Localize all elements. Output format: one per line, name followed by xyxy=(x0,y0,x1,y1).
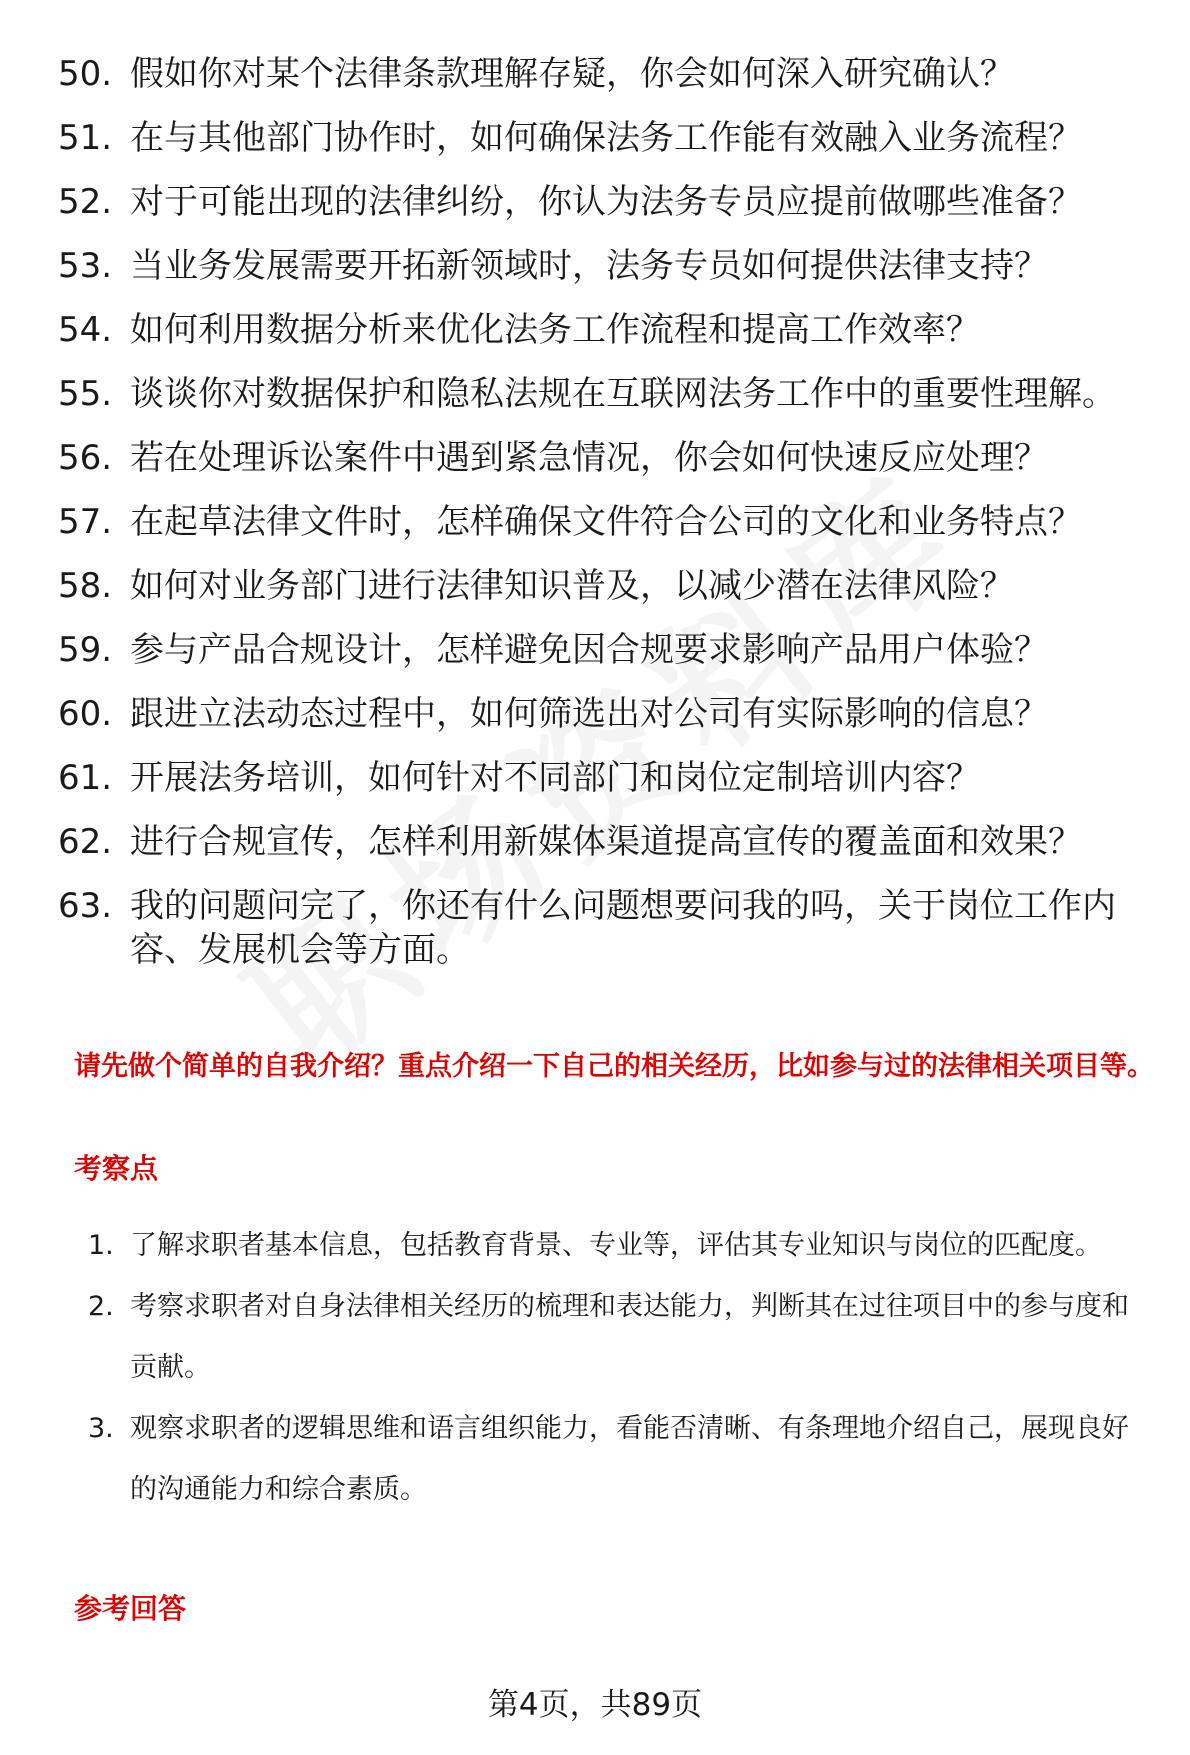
point-text: 了解求职者基本信息，包括教育背景、专业等，评估其专业知识与岗位的匹配度。 xyxy=(130,1230,1102,1261)
question-number: 55. xyxy=(58,374,113,414)
question-text: 若在处理诉讼案件中遇到紧急情况，你会如何快速反应处理？ xyxy=(130,438,1048,478)
point-number: 1. xyxy=(88,1230,114,1261)
question-text: 进行合规宣传，怎样利用新媒体渠道提高宣传的覆盖面和效果？ xyxy=(130,822,1082,862)
question-text: 参与产品合规设计，怎样避免因合规要求影响产品用户体验？ xyxy=(130,630,1048,670)
question-item xyxy=(58,244,1148,288)
question-item xyxy=(58,372,1148,416)
question-text: 如何利用数据分析来优化法务工作流程和提高工作效率？ xyxy=(130,310,980,350)
list-item xyxy=(88,1398,1148,1520)
question-item xyxy=(58,884,1148,972)
question-number: 62. xyxy=(58,822,113,862)
question-number: 54. xyxy=(58,310,113,350)
question-item xyxy=(58,628,1148,672)
question-number: 53. xyxy=(58,246,113,286)
question-number: 50. xyxy=(58,54,113,94)
question-text: 谈谈你对数据保护和隐私法规在互联网法务工作中的重要性理解。 xyxy=(130,374,1116,414)
assessment-points xyxy=(88,1215,1148,1520)
question-item xyxy=(58,500,1148,544)
question-number: 59. xyxy=(58,630,113,670)
question-item xyxy=(58,116,1148,160)
question-item xyxy=(58,820,1148,864)
list-item xyxy=(88,1276,1148,1398)
question-text: 如何对业务部门进行法律知识普及，以减少潜在法律风险？ xyxy=(130,566,1014,606)
question-item xyxy=(58,692,1148,736)
assessment-heading: 考察点 xyxy=(74,1152,159,1185)
main-question: 请先做个简单的自我介绍？重点介绍一下自己的相关经历，比如参与过的法律相关项目等。 xyxy=(74,1051,1154,1082)
point-text: 考察求职者对自身法律相关经历的梳理和表达能力，判断其在过往项目中的参与度和贡献。 xyxy=(130,1291,1129,1383)
question-text: 对于可能出现的法律纠纷，你认为法务专员应提前做哪些准备？ xyxy=(130,182,1082,222)
question-text: 跟进立法动态过程中，如何筛选出对公司有实际影响的信息？ xyxy=(130,694,1048,734)
question-text: 假如你对某个法律条款理解存疑，你会如何深入研究确认？ xyxy=(130,54,1014,94)
question-item xyxy=(58,308,1148,352)
question-list xyxy=(58,52,1148,992)
page-footer: 第4页，共89页 xyxy=(487,1687,703,1723)
question-number: 56. xyxy=(58,438,113,478)
question-text: 当业务发展需要开拓新领域时，法务专员如何提供法律支持？ xyxy=(130,246,1048,286)
question-item xyxy=(58,52,1148,96)
question-number: 61. xyxy=(58,758,113,798)
question-number: 51. xyxy=(58,118,113,158)
question-number: 63. xyxy=(58,886,113,926)
question-text: 在与其他部门协作时，如何确保法务工作能有效融入业务流程？ xyxy=(130,118,1082,158)
list-item xyxy=(88,1215,1148,1276)
question-number: 52. xyxy=(58,182,113,222)
point-number: 2. xyxy=(88,1291,114,1322)
point-text: 观察求职者的逻辑思维和语言组织能力，看能否清晰、有条理地介绍自己，展现良好的沟通能力和综合素质。 xyxy=(130,1413,1129,1505)
question-item xyxy=(58,436,1148,480)
question-item xyxy=(58,756,1148,800)
question-number: 60. xyxy=(58,694,113,734)
question-text: 在起草法律文件时，怎样确保文件符合公司的文化和业务特点？ xyxy=(130,502,1082,542)
question-number: 57. xyxy=(58,502,113,542)
question-number: 58. xyxy=(58,566,113,606)
reference-answer-heading: 参考回答 xyxy=(74,1592,187,1625)
question-item xyxy=(58,564,1148,608)
point-number: 3. xyxy=(88,1413,114,1444)
question-item xyxy=(58,180,1148,224)
question-text: 开展法务培训，如何针对不同部门和岗位定制培训内容？ xyxy=(130,758,980,798)
question-text: 我的问题问完了，你还有什么问题想要问我的吗，关于岗位工作内容、发展机会等方面。 xyxy=(130,886,1116,970)
